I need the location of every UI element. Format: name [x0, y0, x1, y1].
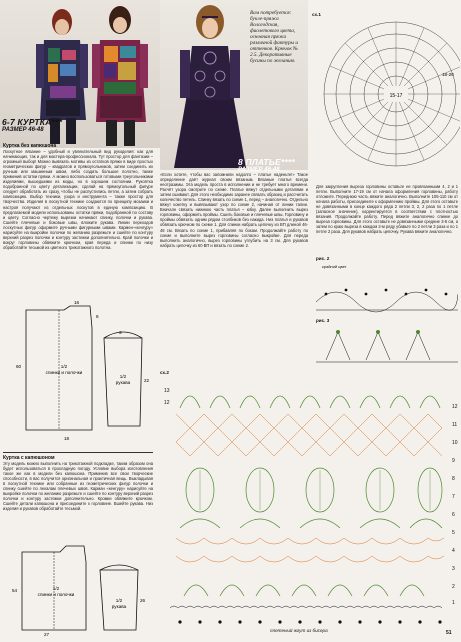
jacket-pattern-1-dim-a: 60: [16, 364, 22, 369]
jacket-section-2: [3, 455, 153, 511]
scheme-2-row-11: 11: [452, 422, 458, 428]
figure-2-label: рис. 2: [316, 256, 330, 261]
scheme-2-row-10: 10: [452, 440, 458, 446]
jacket-pattern-2-label-a: 1/2: [52, 586, 60, 591]
scheme-2-row-2: 2: [452, 584, 455, 590]
scheme-1-label: сх.1: [312, 12, 321, 17]
jacket-pattern-1-label-d: рукава: [115, 380, 131, 385]
scheme-2-diagram: [160, 378, 460, 634]
jacket-pattern-1-dim-e: 3: [119, 330, 122, 335]
figure-2: [316, 256, 458, 316]
scheme-2-row-8: 8: [452, 476, 455, 482]
jacket-pattern-1-dim-c: 16: [74, 300, 80, 305]
jacket-pattern-1-dim-f: 22: [144, 378, 150, 383]
jacket-pattern-2-dim-a: 54: [12, 588, 18, 593]
jacket-section-2-title: Куртка с капюшоном: [3, 455, 55, 461]
dress-badge-number: 8: [238, 157, 243, 167]
jacket-section-1: [3, 143, 153, 250]
dress-materials-caption: Вам потребуется: букле-пряжа Вологодская, фиолетового цвета, основная пряжа различной фактуры и оттенков. Крючок № 2.5. Декоративные бусины по желанию.: [250, 10, 298, 64]
jacket-pattern-2-label-b: спинки и полочки: [37, 592, 75, 597]
jacket-pattern-2-diagram: [4, 542, 154, 637]
jacket-pattern-1-dim-d: 8: [96, 314, 99, 319]
scheme-2-dim-13: 13: [164, 388, 170, 394]
scheme-1-dim-outer: 18-20: [442, 72, 454, 77]
figure-3: [316, 318, 458, 366]
jacket-pattern-2-label-d: рукава: [111, 604, 127, 609]
jacket-badge: [2, 118, 92, 133]
dress-text-middle: [160, 172, 308, 248]
jacket-pattern-1-label-b: спинки и полочки: [45, 370, 83, 375]
scheme-2-row-1: 1: [452, 600, 455, 606]
jacket-badge-stars: ***: [51, 117, 63, 127]
scheme-1-diagram: [310, 6, 460, 178]
jacket-badge-title: КУРТКА: [17, 117, 52, 127]
scheme-1-dim-center: 15-17: [389, 93, 403, 99]
dress-badge: [238, 158, 318, 173]
scheme-2-row-9: 9: [452, 458, 455, 464]
jacket-pattern-1-dim-b: 18: [64, 436, 70, 441]
jacket-pattern-2-dim-c: 26: [140, 598, 146, 603]
jacket-pattern-1: [4, 298, 154, 448]
jacket-size: РАЗМЕР 46-48: [2, 127, 44, 133]
scheme-2: [160, 370, 460, 638]
jacket-pattern-2-label-c: 1/2: [115, 598, 123, 603]
jacket-section-divider: [3, 452, 153, 453]
jacket-section-1-text: Лоскутное вязание – удобный и увлекательный вид рукоделия: как для начинающих, так и для мастера-профессионала. Тут простор для фантазии – огромный выбор! Можно вывязать мотивы из остатков пряжи в виде простых геометрических фигур – квадратов и прямоугольников, затем соединить их ручным или машинным швом, либо создать большое полотно, также применив остатки пряжи. А можно воспользоваться готовыми треугольниками изделиями, вышедшими из моды, но в хорошем состоянии. Рукоятка подобранной по цвету детализации, сделай на прямоугольный фигуре следует обработать их сразу, чтобы не распустились петли, а затем собрать композицию. Выбор техники, узора и инструмента – также простор для творчества. Изделия в лоскутной технике создаются по принципу мозаики и настроя получают из отдельных лоскутов в единую композицию. В предлагаемой модели использованы остатки пряжи, подобранной по составу и цвету. Согласно чертежу вырезки начинают спинку, полочки и рукава. Сшейте плечевые и боковые швы, вложите рукава. Линии переходов лоскутных фигур оформите ручными фигурными швами. Кармен-«кенгуру» нарисуйте на выкройке полочки по желанию разрежьте и сшейте по контуру верхний разрез полочки и контуру застежки дополнительно. Край полочки и вокруг горловины обвяжите крючком, края переда и спинки по низу обработайте тесьмой из цветного трикотажного полотна.: [3, 149, 153, 250]
jacket-pattern-2: [4, 542, 154, 637]
scheme-2-row-7: 7: [452, 494, 455, 500]
jacket-section-1-title: Куртка без капюшона: [3, 143, 57, 149]
scheme-2-dim-12: 12: [164, 400, 170, 406]
scheme-2-row-12: 12: [452, 404, 458, 410]
page-number: 51: [446, 630, 452, 636]
figure-3-diagram: [316, 324, 458, 366]
figure-3-label: рис. 3: [316, 318, 330, 323]
jacket-pattern-1-label-a: 1/2: [60, 364, 68, 369]
dress-text-right-body: Для закругления выреза горловины оставьте не провязанными 4, 2 и 1 петли. Выполните 17-19 см от начала оформления горловины, работу отложите. Переднюю часть вяжите аналогично. Выполните 105-110 см от начала работы, присоедините к оформлению проймы. Для этого оставьте не довязанными в конце каждого ряда 2 петли 3, 2, 2 раза по 1 петле (запасное значение), корректируется в соответствии с плотностью вязания. Продолжайте работу. Перед вяжите аналогично спинке до выреза горловины. Для этого оставьте не довязанными средние 3-5 см, а затем по краю выреза в каждом 2-м ряду убавьте по 2 петли 3 раза и по 1 петле 2 раза. Для рукавов набрать цепочку. Рукава вяжите аналогично.: [316, 184, 458, 235]
jacket-pattern-1-label-c: 1/2: [119, 374, 127, 379]
jacket-badge-number: 6-7: [2, 117, 15, 127]
scheme-2-footer-label: плетеный жгут из бисера: [270, 628, 328, 633]
scheme-2-row-3: 3: [452, 566, 455, 572]
dress-text-middle-body: «Если хотите, чтобы вас запомнили надолго – платье наденьте!» Такое определение даёт журнал своим вязаным. Вязаные платья всегда неотразимы. Эта модель проста в исполнении и не требует много времени. Расчёт узора смотрите по схеме. Платье вяжут отдельными деталями и затем сшивают. Для этого необходимо заранее связать образец и рассчитать количество петель. Спинку вязать по схеме 1, перед – аналогично. Отдельно вяжут кокетку и вывязывают узор по схеме 2, начиная от линии талии. Вначале связать нижнюю часть платья – юбку. Далее выполнить вырез горловины, оформить проймы. Сшить боковые и плечевые швы. Горловину и проймы обвязать одним рядом столбиков без накида. Низ платья и рукавов обвязать крючком по схеме 1. Для спинки набрать цепочку из ВП длиной 46-48 см. Вязать по схеме 1, прибавляя по бокам. Продолжайте работу по схеме и выполните вырез горловины согласно выкройке. Для переда выполнить аналогично, вырез горловины углубить на 3 см. Для рукавов набрать цепочку из 60 ВП и вязать по схеме 2.: [160, 172, 308, 248]
figure-2-note: крайний цвет: [322, 264, 347, 269]
jacket-section-2-text: Эту модель можно выполнить на трикотажной подкладке, таким образом она будет использоваться в прохладную погоду. Условие выбора изготовления такое же как в модели без капюшона. Применив все свои творческие способности, в вас получится оригинальная и практичная вещь. Выкладывая в лоскутной технике или собранные из геометрических фигур полочки и спинку сшейте по лекалам плечевых швов. Карман «кенгуру» нарисуйте на выкройке полочки по желанию разрежьте и сшейте по контуру верхний разрез полочки и контуру застежки дополнительно. Кромки обвяжите крючком. Сшейте детали капюшона и присоедините к горловине. Вшейте рукава. Низ изделия и рукавов обработайте тесьмой.: [3, 461, 153, 512]
figure-2-diagram: [316, 264, 458, 316]
dress-badge-stars: ****: [280, 157, 295, 167]
scheme-2-row-4: 4: [452, 548, 455, 554]
jacket-pattern-2-dim-b: 27: [44, 632, 50, 637]
scheme-2-row-6: 6: [452, 512, 455, 518]
scheme-2-row-5: 5: [452, 530, 455, 536]
scheme-1: [310, 6, 460, 178]
dress-size: РАЗМЕР 46-48: [238, 167, 280, 173]
jacket-pattern-1-diagram: [4, 298, 154, 448]
scheme-2-label: сх.2: [160, 370, 169, 375]
dress-text-right: [316, 184, 458, 234]
dress-badge-title: ПЛАТЬЕ: [245, 157, 281, 167]
